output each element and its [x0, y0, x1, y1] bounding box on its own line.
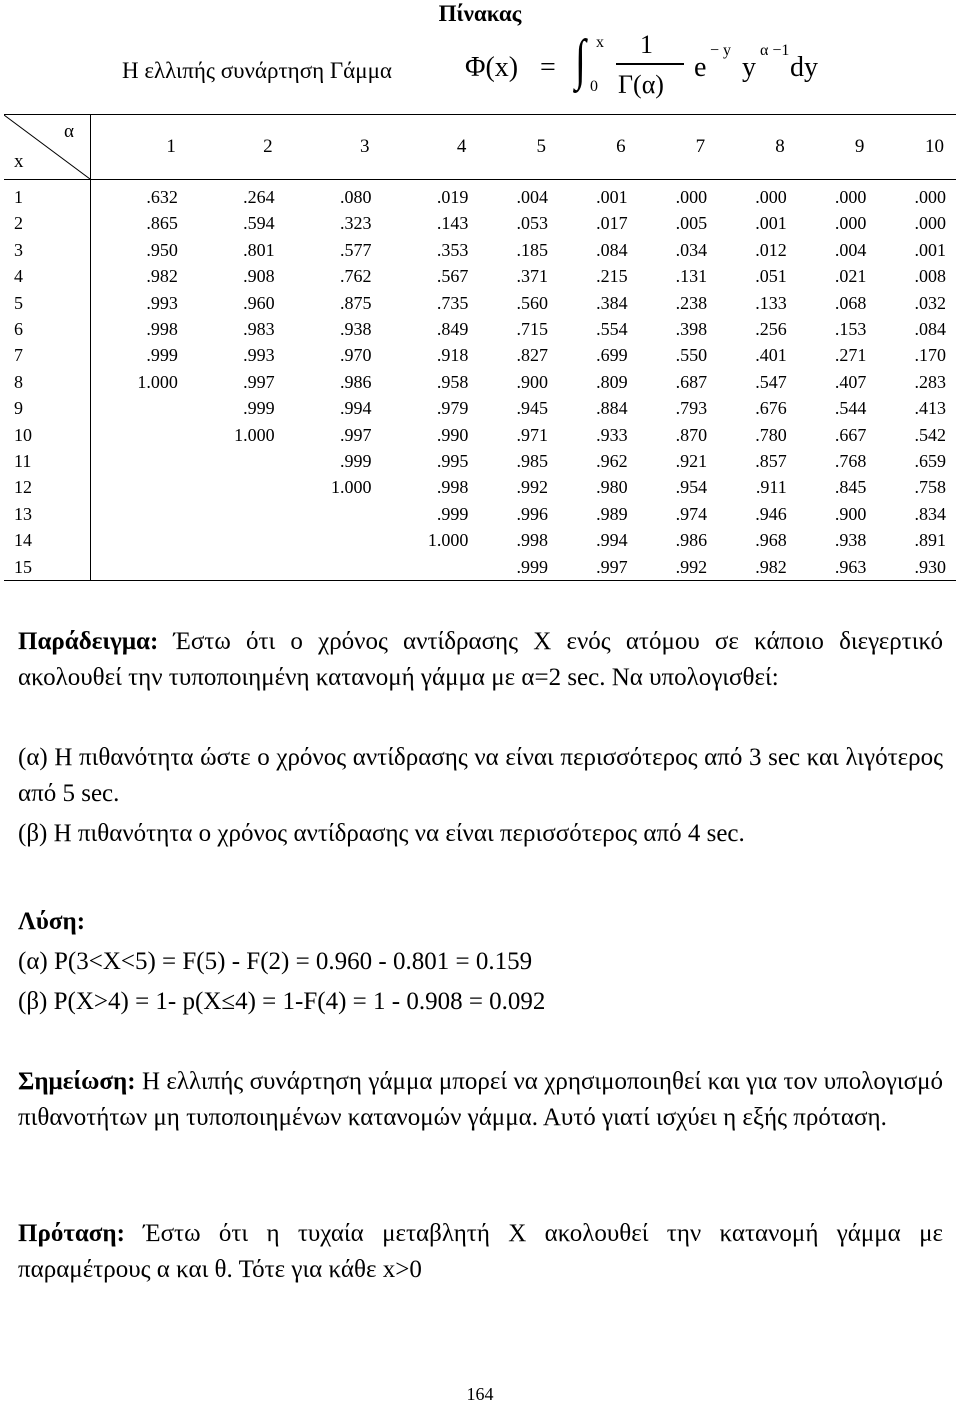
- table-cell: .676: [755, 398, 787, 419]
- table-cell: .998: [516, 530, 548, 551]
- table-cell: .982: [717, 554, 797, 581]
- table-cell: .938: [834, 530, 867, 551]
- x-value-cell: 1: [4, 180, 90, 211]
- table-cell: .053: [516, 213, 548, 234]
- table-cell: .264: [243, 187, 275, 207]
- table-cell: .577: [340, 239, 372, 260]
- x-value-cell: 15: [4, 554, 90, 581]
- table-cell: .945: [516, 398, 548, 419]
- gamma-table: [4, 114, 956, 581]
- x-value-cell: 4: [4, 263, 90, 289]
- fraction-denominator: Γ(α): [618, 70, 664, 99]
- x-value-cell: 11: [4, 448, 90, 474]
- table-cell: .809: [596, 371, 628, 392]
- table-cell: .084: [914, 319, 946, 340]
- table-cell: .780: [755, 424, 787, 445]
- table-cell: .971: [516, 424, 548, 445]
- table-cell: .353: [436, 239, 469, 260]
- table-row: [4, 316, 956, 342]
- table-row: [4, 210, 956, 236]
- table-cell: .986: [675, 530, 708, 551]
- fraction-numerator: 1: [640, 30, 653, 59]
- table-row: [4, 554, 956, 581]
- alpha-header: 1: [90, 115, 188, 180]
- table-cell: .827: [516, 345, 548, 366]
- table-cell: .999: [146, 345, 178, 366]
- note-label: Σημείωση:: [18, 1068, 136, 1095]
- table-cell: .834: [914, 503, 946, 524]
- table-cell: .998: [436, 477, 469, 498]
- proposition-label: Πρόταση:: [18, 1220, 125, 1247]
- table-cell: .019: [436, 187, 469, 207]
- table-cell: [90, 422, 188, 448]
- x-value-cell: 13: [4, 501, 90, 527]
- table-cell: .084: [596, 239, 628, 260]
- table-row: [4, 290, 956, 316]
- alpha-header: 4: [382, 115, 479, 180]
- integral-lower-limit: 0: [590, 78, 598, 95]
- table-cell: .008: [914, 266, 946, 287]
- table-cell: .801: [243, 239, 275, 260]
- table-cell: [285, 554, 382, 581]
- table-cell: .012: [755, 239, 787, 260]
- example-item-b: (β) Η πιθανότητα ο χρόνος αντίδρασης να είναι περισσότερος από 4 sec.: [18, 820, 745, 847]
- table-cell: [90, 448, 188, 474]
- x-value-cell: 8: [4, 369, 90, 395]
- table-row: [4, 237, 956, 263]
- table-cell: .954: [675, 477, 708, 498]
- table-cell: .017: [596, 213, 628, 234]
- table-cell: .594: [243, 213, 275, 234]
- table-cell: .979: [436, 398, 469, 419]
- table-cell: .271: [834, 345, 867, 366]
- table-cell: .000: [675, 187, 708, 207]
- table-row: [4, 501, 956, 527]
- table-cell: .000: [914, 187, 946, 207]
- table-cell: .918: [436, 345, 469, 366]
- table-cell: .997: [243, 371, 275, 392]
- table-cell: .908: [243, 266, 275, 287]
- alpha-header: 6: [558, 115, 638, 180]
- formula-label: Η ελλιπής συνάρτηση Γάμμα: [122, 58, 392, 83]
- alpha-header: 2: [188, 115, 285, 180]
- table-cell: .980: [596, 477, 628, 498]
- table-cell: .371: [516, 266, 548, 287]
- table-cell: [382, 554, 479, 581]
- table-corner: [4, 115, 90, 180]
- table-cell: .994: [340, 398, 372, 419]
- formula-lhs: Φ(x): [465, 52, 519, 83]
- y-base: y: [742, 52, 756, 83]
- table-cell: .407: [834, 371, 867, 392]
- table-cell: .687: [675, 371, 708, 392]
- table-cell: .793: [675, 398, 708, 419]
- table-cell: .000: [755, 187, 787, 207]
- table-cell: .762: [340, 266, 372, 287]
- table-cell: .997: [558, 554, 638, 581]
- x-value-cell: 12: [4, 474, 90, 500]
- table-cell: .068: [834, 292, 867, 313]
- table-cell: .001: [914, 239, 946, 260]
- table-row: [4, 342, 956, 368]
- example-item-a: (α) Η πιθανότητα ώστε ο χρόνος αντίδρασης να είναι περισσότερος από 3 sec και λιγότερος από 5 sec.: [18, 744, 943, 807]
- table-cell: .994: [596, 530, 628, 551]
- table-cell: .758: [914, 477, 946, 498]
- table-cell: .715: [516, 319, 548, 340]
- table-cell: .256: [755, 319, 787, 340]
- table-cell: .999: [340, 451, 372, 472]
- proposition-paragraph: [18, 1216, 943, 1288]
- table-cell: .547: [755, 371, 787, 392]
- formula-equals: =: [540, 52, 556, 83]
- table-cell: .001: [596, 187, 628, 207]
- table-cell: .999: [243, 398, 275, 419]
- table-cell: .153: [834, 319, 867, 340]
- table-cell: [285, 501, 382, 527]
- table-cell: 1.000: [427, 530, 469, 551]
- note-paragraph: [18, 1064, 943, 1136]
- table-cell: .891: [914, 530, 946, 551]
- table-row: [4, 180, 956, 211]
- table-cell: .995: [436, 451, 469, 472]
- table-row: [4, 527, 956, 553]
- table-cell: .985: [516, 451, 548, 472]
- table-cell: .560: [516, 292, 548, 313]
- table-cell: [90, 554, 188, 581]
- table-cell: .554: [596, 319, 628, 340]
- table-cell: .921: [675, 451, 708, 472]
- table-cell: .962: [596, 451, 628, 472]
- table-cell: .051: [755, 266, 787, 287]
- table-cell: [90, 395, 188, 421]
- table-cell: .384: [596, 292, 628, 313]
- table-cell: [90, 501, 188, 527]
- table-cell: .992: [516, 477, 548, 498]
- x-value-cell: 3: [4, 237, 90, 263]
- table-cell: .131: [675, 266, 708, 287]
- solution-label: Λύση:: [18, 908, 86, 935]
- table-row: [4, 263, 956, 289]
- table-cell: .735: [436, 292, 469, 313]
- table-row: [4, 448, 956, 474]
- table-cell: .413: [914, 398, 946, 419]
- x-value-cell: 7: [4, 342, 90, 368]
- table-cell: .849: [436, 319, 469, 340]
- table-cell: .000: [834, 213, 867, 234]
- table-row: [4, 395, 956, 421]
- table-cell: .999: [478, 554, 558, 581]
- x-value-cell: 9: [4, 395, 90, 421]
- table-cell: .974: [675, 503, 708, 524]
- example-label: Παράδειγμα:: [18, 628, 159, 655]
- table-cell: .001: [755, 213, 787, 234]
- table-cell: .544: [834, 398, 867, 419]
- table-cell: .000: [834, 187, 867, 207]
- table-cell: [90, 474, 188, 500]
- table-cell: .550: [675, 345, 708, 366]
- table-cell: 1.000: [137, 371, 178, 392]
- x-value-cell: 6: [4, 316, 90, 342]
- table-cell: .930: [876, 554, 956, 581]
- example-paragraph: [18, 624, 943, 696]
- table-cell: .000: [914, 213, 946, 234]
- table-cell: .401: [755, 345, 787, 366]
- table-cell: .185: [516, 239, 548, 260]
- table-cell: [188, 527, 285, 553]
- corner-alpha-label: α: [64, 121, 74, 142]
- alpha-header: 10: [876, 115, 956, 180]
- table-cell: .133: [755, 292, 787, 313]
- table-cell: .997: [340, 424, 372, 445]
- alpha-header: 8: [717, 115, 797, 180]
- table-cell: [188, 474, 285, 500]
- proposition-text: Έστω ότι η τυχαία μεταβλητή Χ ακολουθεί την κατανομή γάμμα με παραμέτρους α και θ. Τότε για κάθε x>0: [18, 1220, 943, 1283]
- table-row: [4, 422, 956, 448]
- table-cell: .946: [755, 503, 787, 524]
- table-cell: .982: [146, 266, 178, 287]
- x-value-cell: 14: [4, 527, 90, 553]
- table-cell: .542: [914, 424, 946, 445]
- table-cell: .632: [146, 187, 178, 207]
- table-cell: .993: [146, 292, 178, 313]
- y-power: α −1: [760, 42, 790, 59]
- x-value-cell: 10: [4, 422, 90, 448]
- differential-dy: dy: [790, 52, 818, 83]
- table-cell: 1.000: [331, 477, 372, 498]
- table-cell: .004: [834, 239, 867, 260]
- table-cell: .005: [675, 213, 708, 234]
- table-cell: .143: [436, 213, 469, 234]
- table-cell: .958: [436, 371, 469, 392]
- table-header-row: [4, 115, 956, 180]
- table-cell: .933: [596, 424, 628, 445]
- table-cell: .938: [340, 319, 372, 340]
- table-cell: [188, 501, 285, 527]
- corner-x-label: x: [14, 151, 24, 172]
- table-cell: .993: [243, 345, 275, 366]
- table-cell: .699: [596, 345, 628, 366]
- solution-line-b: (β) P(X>4) = 1- p(X≤4) = 1-F(4) = 1 - 0.908 = 0.092: [18, 988, 546, 1015]
- integral-upper-limit: x: [596, 34, 604, 51]
- table-cell: .990: [436, 424, 469, 445]
- table-cell: .323: [340, 213, 372, 234]
- alpha-header: 5: [478, 115, 558, 180]
- table-cell: .080: [340, 187, 372, 207]
- table-cell: .986: [340, 371, 372, 392]
- table-cell: .983: [243, 319, 275, 340]
- exponential-power: − y: [710, 42, 732, 59]
- integral-sign: ∫: [575, 29, 586, 91]
- exponential-base: e: [694, 52, 707, 83]
- x-value-cell: 5: [4, 290, 90, 316]
- fraction-bar: [616, 63, 684, 65]
- table-cell: .999: [436, 503, 469, 524]
- alpha-header: 9: [797, 115, 877, 180]
- table-cell: .857: [755, 451, 787, 472]
- table-cell: [285, 527, 382, 553]
- solution-line-a: (α) P(3<X<5) = F(5) - F(2) = 0.960 - 0.801 = 0.159: [18, 948, 533, 975]
- gamma-formula: [0, 26, 960, 106]
- table-cell: 1.000: [234, 424, 275, 445]
- table-cell: .659: [914, 451, 946, 472]
- table-row: [4, 474, 956, 500]
- table-cell: .567: [436, 266, 469, 287]
- table-cell: .283: [914, 371, 946, 392]
- table-cell: .963: [797, 554, 877, 581]
- table-cell: .992: [638, 554, 718, 581]
- table-cell: .870: [675, 424, 708, 445]
- table-cell: .238: [675, 292, 708, 313]
- x-value-cell: 2: [4, 210, 90, 236]
- example-text: Έστω ότι ο χρόνος αντίδρασης Χ ενός ατόμου σε κάποιο διεγερτικό ακολουθεί την τυποποιημένη κατανομή γάμμα με α=2 sec. Να υπολογισθεί:: [18, 628, 943, 691]
- table-row: [4, 369, 956, 395]
- table-cell: .032: [914, 292, 946, 313]
- table-cell: .875: [340, 292, 372, 313]
- table-cell: .968: [755, 530, 787, 551]
- table-cell: .004: [516, 187, 548, 207]
- table-cell: .911: [755, 477, 787, 498]
- page-title: Πίνακας: [438, 1, 522, 26]
- table-cell: .768: [834, 451, 867, 472]
- table-cell: .021: [834, 266, 867, 287]
- alpha-header: 7: [638, 115, 718, 180]
- table-cell: .998: [146, 319, 178, 340]
- page-number: 164: [466, 1384, 494, 1404]
- table-cell: .989: [596, 503, 628, 524]
- table-cell: .970: [340, 345, 372, 366]
- table-cell: .900: [834, 503, 867, 524]
- alpha-header: 3: [285, 115, 382, 180]
- table-cell: .884: [596, 398, 628, 419]
- table-cell: .667: [834, 424, 867, 445]
- table-cell: .996: [516, 503, 548, 524]
- table-cell: [188, 448, 285, 474]
- table-cell: .398: [675, 319, 708, 340]
- table-cell: .845: [834, 477, 867, 498]
- table-cell: [188, 554, 285, 581]
- table-cell: .170: [914, 345, 946, 366]
- table-cell: .865: [146, 213, 178, 234]
- table-cell: .215: [596, 266, 628, 287]
- table-cell: .960: [243, 292, 275, 313]
- table-cell: .950: [146, 239, 178, 260]
- table-cell: .034: [675, 239, 708, 260]
- table-cell: .900: [516, 371, 548, 392]
- table-cell: [90, 527, 188, 553]
- note-text: Η ελλιπής συνάρτηση γάμμα μπορεί να χρησιμοποιηθεί και για τον υπολογισμό πιθανοτήτων μη τυποποιημένων κατανομών γάμμα. Αυτό γιατί ισχύει η εξής πρόταση.: [18, 1068, 943, 1131]
